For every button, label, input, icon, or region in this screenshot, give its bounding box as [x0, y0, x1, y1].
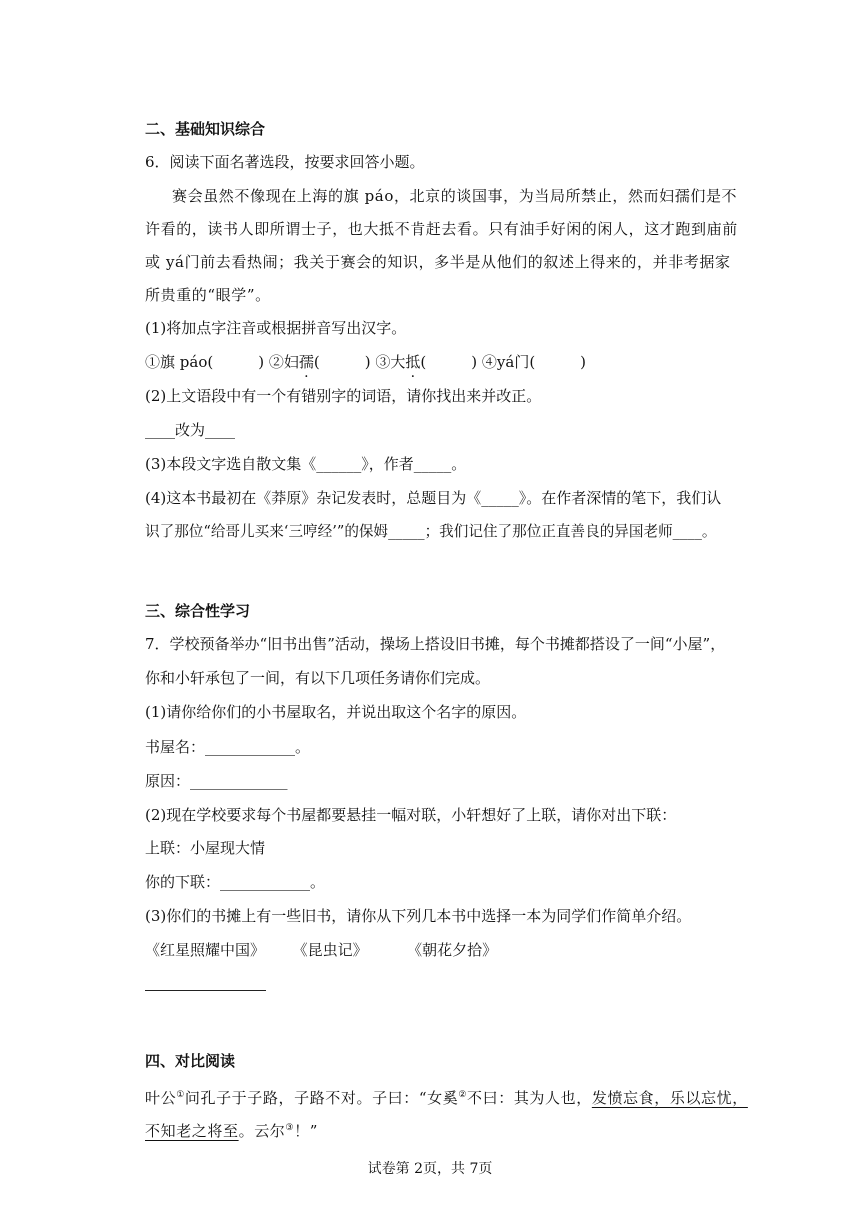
question-7-line-2: 你和小轩承包了一间，有以下几项任务请你们完成。 — [145, 669, 491, 687]
subquestion-1: (1)将加点字注音或根据拼音写出汉字。 — [145, 319, 407, 337]
classical-text-line-2 — [145, 1118, 318, 1141]
shop-name-field: 书屋名：____________。 — [145, 738, 311, 756]
subquestion-2: (2)上文语段中有一个有错别字的词语，请你找出来并改正。 — [145, 387, 542, 405]
couplet-upper: 上联：小屋现大情 — [145, 839, 266, 857]
page-footer: 试卷第 2页，共 7页 — [367, 1161, 493, 1177]
section-heading-2: 二、基础知识综合 — [145, 120, 266, 138]
classical-text-line-1 — [145, 1085, 748, 1108]
text-segment: 叶公 — [145, 1089, 177, 1107]
underlined-phrase-2: 不知老之将至 — [145, 1122, 239, 1140]
question-7-line-1: 7．学校预备举办“旧书出售”活动，操场上搭设旧书摊，每个书摊都搭设了一间“小屋”， — [145, 635, 726, 653]
book-options — [145, 940, 497, 960]
section-heading-3: 三、综合性学习 — [145, 602, 251, 620]
couplet-lower-field: 你的下联：____________。 — [145, 873, 326, 891]
passage-line-1: 赛会虽然不像现在上海的旗 páo，北京的谈国事，为当局所禁止，然而妇孺们是不 — [172, 187, 738, 205]
subquestion-3: (3)本段文字选自散文集《______》，作者_____。 — [145, 455, 467, 473]
book-option-3: 《朝花夕拾》 — [407, 941, 498, 959]
footnote-mark-1: ① — [176, 1090, 185, 1100]
item-d: ④yá门( ) — [481, 353, 587, 371]
question-6-stem: 6．阅读下面名著选段，按要求回答小题。 — [145, 153, 425, 171]
section-heading-4: 四、对比阅读 — [145, 1052, 236, 1070]
part-2-prompt: (2)现在学校要求每个书屋都要悬挂一幅对联，小轩想好了上联，请你对出下联： — [145, 806, 677, 824]
subquestion-4-line-2: 识了那位“给哥儿买来‘三哼经’”的保姆_____；我们记住了那位正直善良的异国老师____。 — [145, 523, 717, 540]
passage-line-4: 所贵重的“眼学”。 — [145, 286, 271, 304]
book-option-2: 《昆虫记》 — [292, 941, 368, 959]
book-option-1: 《红星照耀中国》 — [145, 941, 266, 959]
part-3-prompt: (3)你们的书摊上有一些旧书，请你从下列几本书中选择一本为同学们作简单介绍。 — [145, 907, 692, 925]
item-c-prefix: ③大 — [375, 353, 406, 371]
text-segment: 。云尔 — [238, 1122, 286, 1140]
text-segment: 问孔子于子路，子路不对。子曰：“女奚 — [184, 1089, 459, 1107]
passage-line-3: 或 yá门前去看热闹；我关于赛会的知识，多半是从他们的叙述上得来的，并非考据家 — [145, 253, 731, 271]
correction-blank: ____改为____ — [145, 421, 236, 439]
dotted-char-di: 抵 — [405, 353, 421, 371]
footnote-mark-2: ② — [458, 1090, 468, 1100]
answer-line — [145, 990, 266, 991]
item-b-prefix: ②妇 — [268, 353, 299, 371]
part-1-prompt: (1)请你给你们的小书屋取名，并说出取这个名字的原因。 — [145, 703, 527, 721]
passage-line-2: 许看的，读书人即所谓士子，也大抵不肯赶去看。只有油手好闲的闲人，这才跑到庙前 — [145, 220, 738, 238]
reason-field: 原因：_____________ — [145, 772, 288, 790]
text-segment: ！” — [294, 1122, 318, 1140]
item-a: ①旗 páo( ) — [145, 353, 265, 371]
underlined-phrase-1: 发愤忘食，乐以忘忧， — [591, 1089, 748, 1107]
subquestion-1-items — [145, 352, 586, 372]
footnote-mark-3: ③ — [285, 1123, 295, 1133]
text-segment: 不曰：其为人也， — [467, 1089, 592, 1107]
dotted-char-ru: 孺 — [298, 353, 314, 371]
item-c-blank: ( ) — [420, 353, 478, 371]
subquestion-4-line-1: (4)这本书最初在《莽原》杂记发表时，总题目为《_____》。在作者深情的笔下，我们认 — [145, 489, 722, 507]
item-b-blank: ( ) — [313, 353, 371, 371]
